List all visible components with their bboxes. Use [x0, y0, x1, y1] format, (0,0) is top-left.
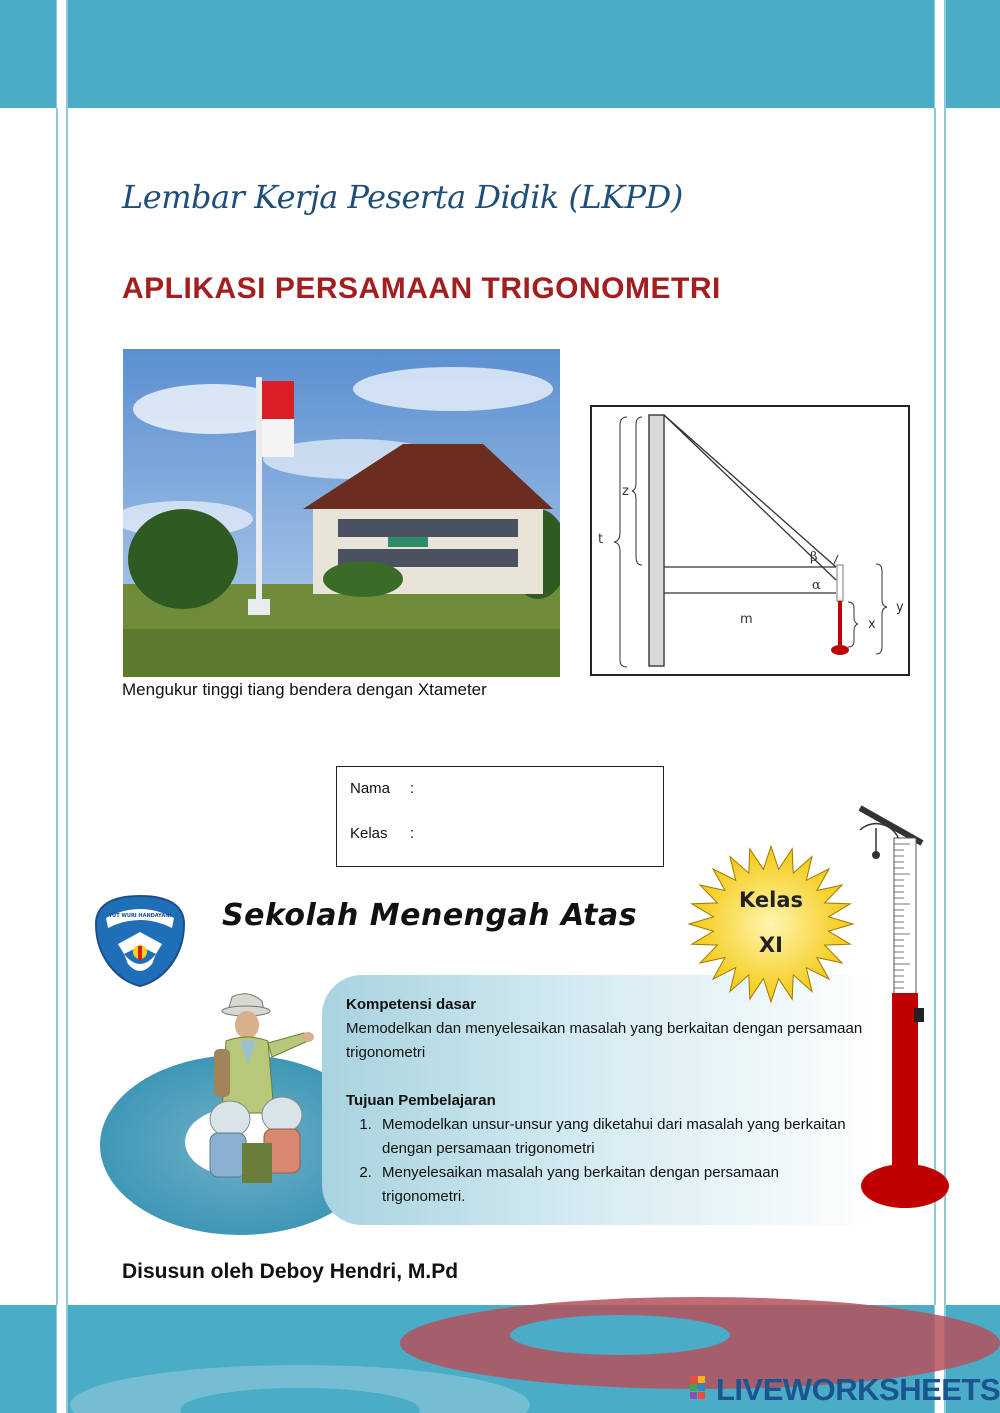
diagram-label-t: t [598, 532, 604, 547]
diagram-label-alpha: α [812, 578, 821, 593]
liveworksheets-logo-icon [690, 1376, 714, 1402]
tp-item-2: 2. Menyelesaikan masalah yang berkaitan dengan persamaan trigonometri. [376, 1161, 866, 1209]
class-badge-star [682, 840, 860, 1008]
xtameter-instrument [852, 798, 952, 1210]
name-colon: : [410, 780, 415, 797]
name-label: Nama [350, 780, 391, 797]
student-info-box [336, 766, 664, 867]
class-colon: : [410, 825, 415, 842]
diagram-label-x: x [868, 617, 876, 632]
tp-item-1: 1. Memodelkan unsur-unsur yang diketahui dari masalah yang berkaitan dengan persamaan trigonometri [376, 1113, 866, 1161]
lkpd-title: Lembar Kerja Peserta Didik (LKPD) [122, 178, 683, 216]
author-credit: Disusun oleh Deboy Hendri, M.Pd [122, 1260, 459, 1283]
photo-caption: Mengukur tinggi tiang bendera dengan Xtameter [122, 680, 487, 699]
badge-line1: Kelas [738, 888, 804, 912]
tut-wuri-handayani-logo [94, 894, 186, 988]
diagram-label-z: z [622, 484, 629, 499]
badge-line2: XI [758, 933, 784, 957]
info-text [346, 993, 866, 1209]
kd-text: Memodelkan dan menyelesaikan masalah yang berkaitan dengan persamaan trigonometri [346, 1020, 863, 1061]
school-name: Sekolah Menengah Atas [222, 898, 638, 933]
diagram-label-m: m [740, 612, 753, 627]
diagram-pole [649, 415, 664, 666]
kd-heading: Kompetensi dasar [346, 996, 477, 1013]
band-gap-right [935, 0, 944, 108]
main-title: APLIKASI PERSAMAAN TRIGONOMETRI [122, 272, 721, 305]
tp-heading: Tujuan Pembelajaran [346, 1092, 496, 1109]
diagram-label-y: y [896, 600, 904, 615]
top-band [0, 0, 1000, 108]
flagpole-photo [123, 349, 560, 677]
liveworksheets-watermark: LIVEWORKSHEETS [716, 1372, 1000, 1407]
logo-ribbon-text: TUT WURI HANDAYANI [108, 913, 172, 919]
diagram-label-beta: β [810, 550, 818, 565]
hikers-illustration [192, 993, 324, 1193]
border-line-left [56, 0, 58, 1413]
tp-list [346, 1113, 866, 1209]
class-label: Kelas [350, 825, 388, 842]
band-gap-left [57, 0, 66, 108]
border-line-left-inner [66, 0, 68, 1413]
xtameter-diagram [590, 405, 910, 676]
